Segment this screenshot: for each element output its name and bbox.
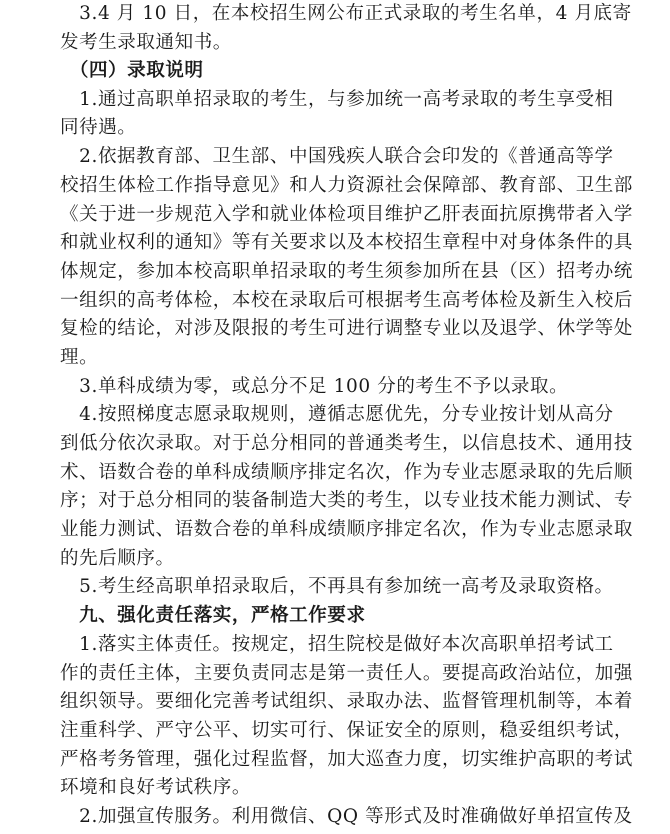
text-line: 5.考生经高职单招录取后，不再具有参加统一高考及录取资格。 bbox=[60, 576, 614, 597]
text-line: 序；对于总分相同的装备制造大类的考生，以专业技术能力测试、专 bbox=[60, 490, 634, 511]
text-line: 校招生体检工作指导意见》和人力资源社会保障部、教育部、卫生部 bbox=[60, 175, 634, 196]
text-line: 2.加强宣传服务。利用微信、QQ 等形式及时准确做好单招宣传及 bbox=[60, 806, 633, 827]
text-line: 业能力测试、语数合卷的单科成绩顺序排定名次，作为专业志愿录取 bbox=[60, 519, 634, 540]
text-line: 严格考务管理，强化过程监督，加大巡查力度，切实维护高职的考试 bbox=[60, 749, 634, 770]
text-line: 3.单科成绩为零，或总分不足 100 分的考生不予以录取。 bbox=[60, 376, 569, 397]
text-line: 复检的结论，对涉及限报的考生可进行调整专业以及退学、休学等处 bbox=[60, 318, 634, 339]
text-line: 作的责任主体，主要负责同志是第一责任人。要提高政治站位，加强 bbox=[60, 663, 634, 684]
text-line: 《关于进一步规范入学和就业体检项目维护乙肝表面抗原携带者入学 bbox=[60, 204, 634, 225]
text-line: 和就业权利的通知》等有关要求以及本校招生章程中对身体条件的具 bbox=[60, 232, 634, 253]
text-line: 理。 bbox=[60, 347, 99, 368]
section-heading: 九、强化责任落实，严格工作要求 bbox=[60, 605, 366, 626]
text-line: 1.通过高职单招录取的考生，与参加统一高考录取的考生享受相 bbox=[60, 89, 614, 110]
text-line: 3.4 月 10 日，在本校招生网公布正式录取的考生名单，4 月底寄 bbox=[60, 3, 632, 24]
section-heading: （四）录取说明 bbox=[60, 60, 204, 81]
text-line: 同待遇。 bbox=[60, 117, 137, 138]
text-line: 一组织的高考体检，本校在录取后可根据考生高考体检及新生入校后 bbox=[60, 290, 634, 311]
text-line: 1.落实主体责任。按规定，招生院校是做好本次高职单招考试工 bbox=[60, 634, 614, 655]
text-line: 到低分依次录取。对于总分相同的普通类考生，以信息技术、通用技 bbox=[60, 433, 634, 454]
text-line: 组织领导。要细化完善考试组织、录取办法、监督管理机制等，本着 bbox=[60, 691, 634, 712]
text-line: 2.依据教育部、卫生部、中国残疾人联合会印发的《普通高等学 bbox=[60, 146, 614, 167]
text-line: 术、语数合卷的单科成绩顺序排定名次，作为专业志愿录取的先后顺 bbox=[60, 462, 634, 483]
text-line: 体规定，参加本校高职单招录取的考生须参加所在县（区）招考办统 bbox=[60, 261, 634, 282]
text-line: 环境和良好考试秩序。 bbox=[60, 777, 252, 798]
text-line: 注重科学、严守公平、切实可行、保证安全的原则，稳妥组织考试， bbox=[60, 720, 634, 741]
text-line: 发考生录取通知书。 bbox=[60, 32, 232, 53]
text-line: 4.按照梯度志愿录取规则，遵循志愿优先，分专业按计划从高分 bbox=[60, 404, 614, 425]
text-line: 的先后顺序。 bbox=[60, 548, 175, 569]
